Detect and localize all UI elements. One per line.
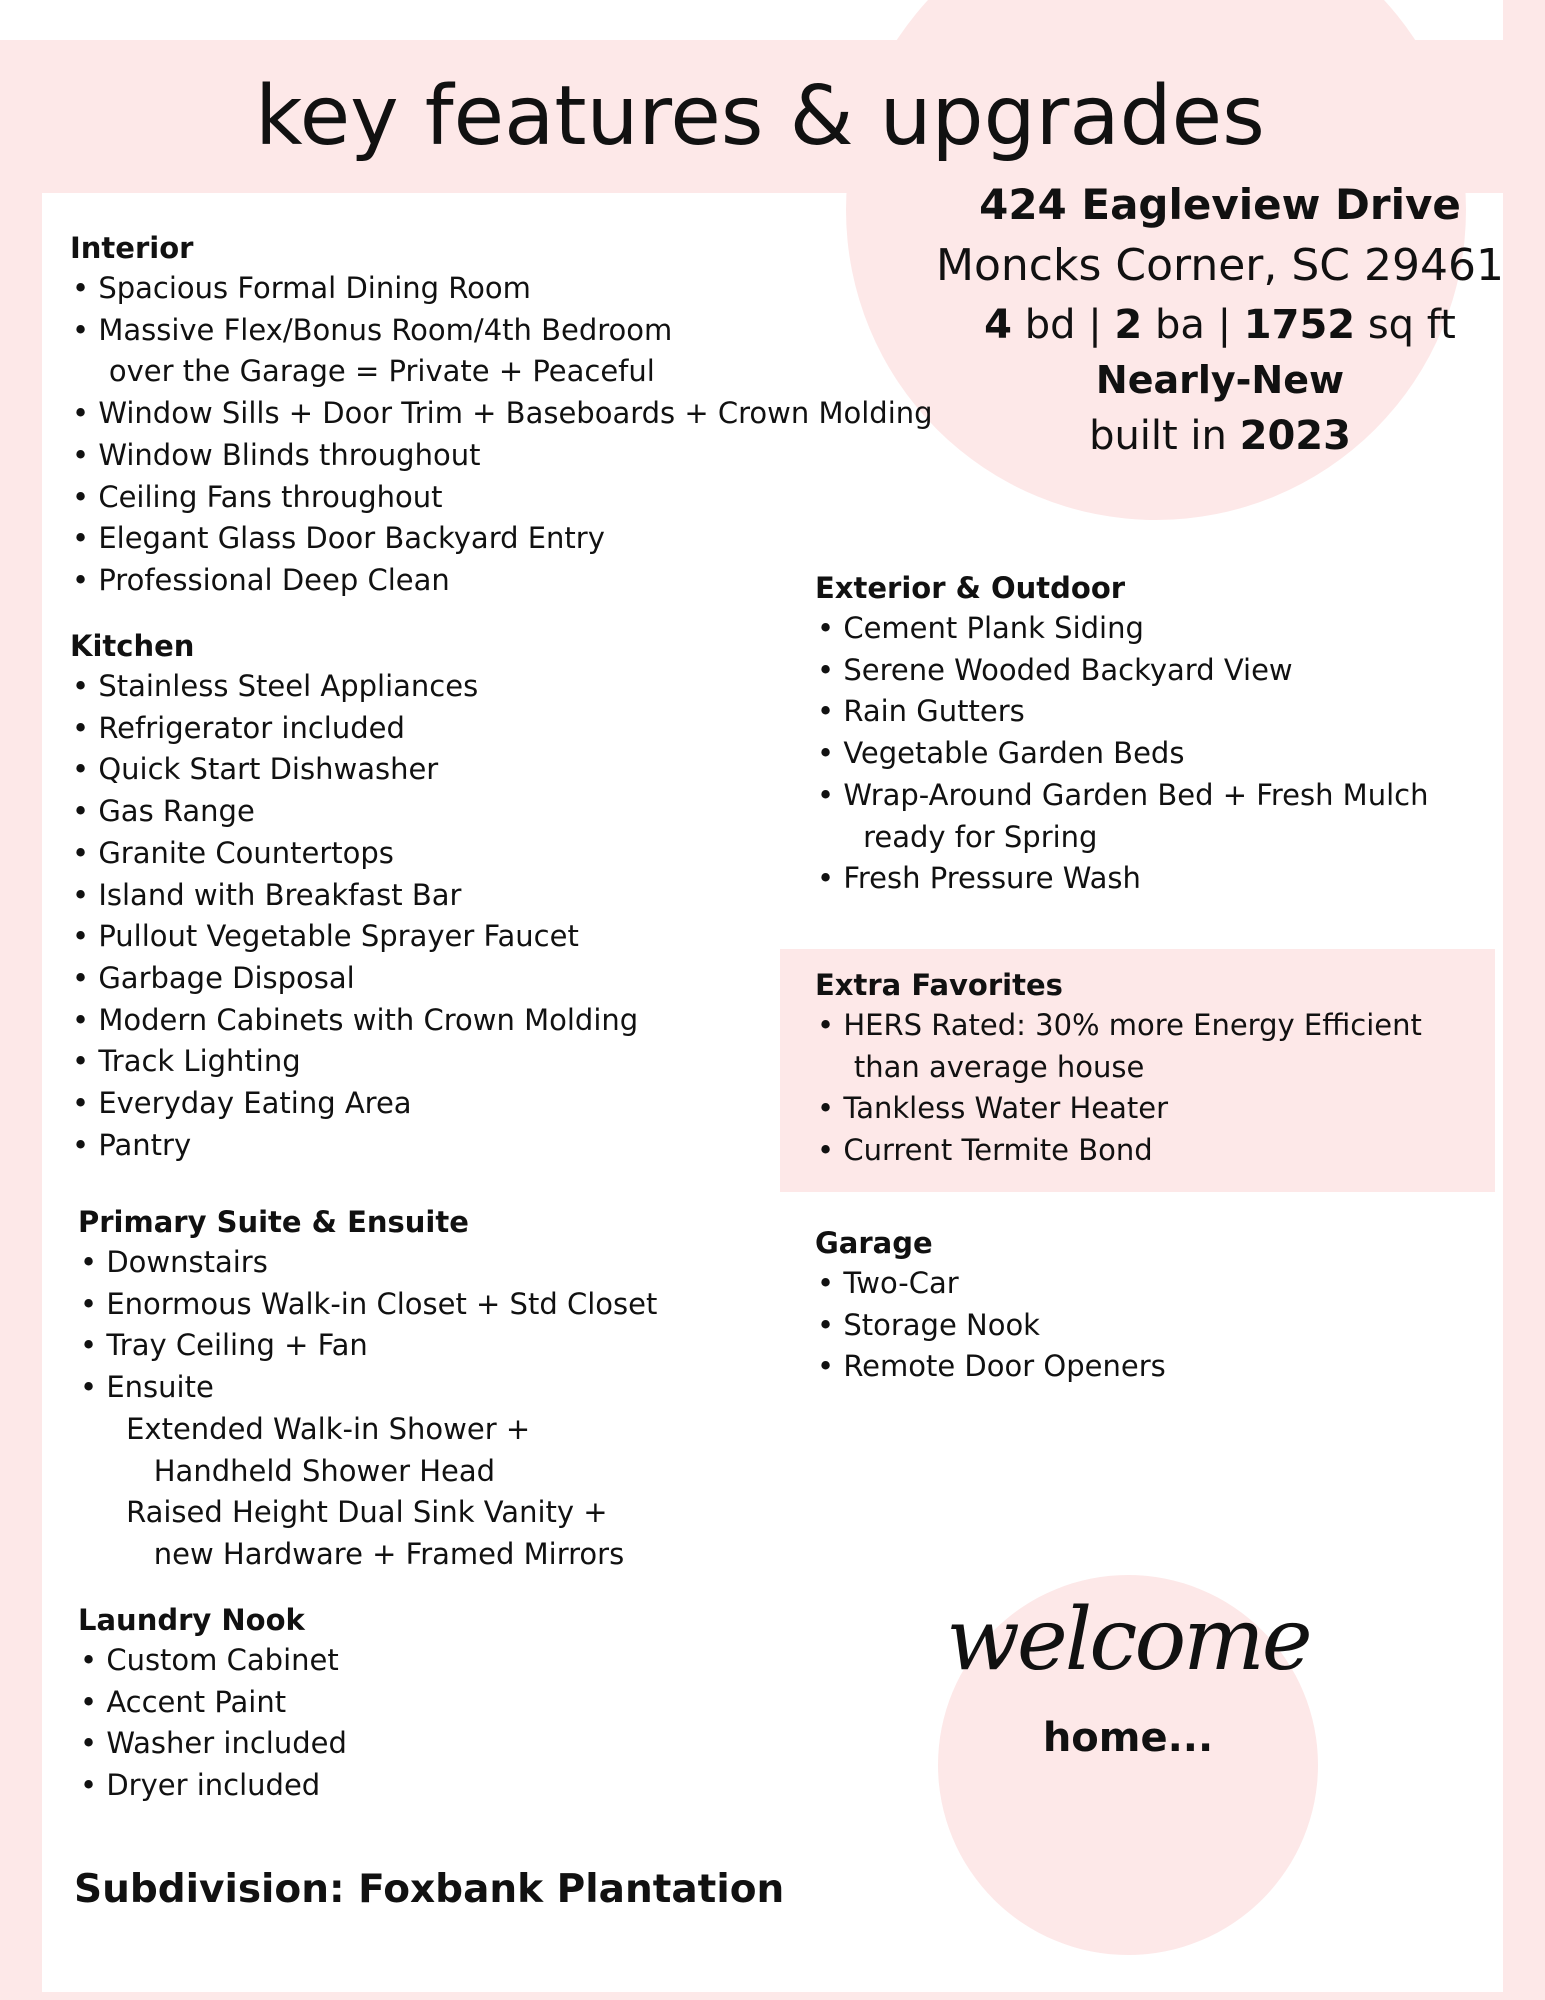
feature-item: • Spacious Formal Dining Room (72, 271, 531, 305)
feature-item: • HERS Rated: 30% more Energy Efficient (817, 1008, 1422, 1042)
section-title: Garage (815, 1226, 933, 1260)
feature-item: Handheld Shower Head (80, 1453, 496, 1488)
feature-item: • Quick Start Dishwasher (72, 752, 439, 787)
feature-item: Raised Height Dual Sink Vanity + (80, 1495, 608, 1530)
bottom-border-band (0, 1992, 1545, 2000)
section-title: Exterior & Outdoor (815, 571, 1126, 605)
feature-item: • Storage Nook (817, 1307, 1040, 1342)
feature-item: • Tankless Water Heater (817, 1091, 1169, 1126)
baths-count: 2 (1114, 302, 1143, 348)
feature-item: • Refrigerator included (72, 710, 405, 745)
feature-item: • Professional Deep Clean (72, 562, 450, 597)
feature-item: Extended Walk-in Shower + (80, 1411, 531, 1446)
feature-item: • Island with Breakfast Bar (72, 877, 462, 912)
page-title: key features & upgrades (255, 69, 1265, 164)
feature-item: • Garbage Disposal (72, 960, 355, 995)
feature-item: • Gas Range (72, 794, 255, 829)
feature-item: • Tray Ceiling + Fan (80, 1328, 368, 1363)
feature-item: new Hardware + Framed Mirrors (80, 1536, 625, 1571)
welcome-home-text: home... (1042, 1715, 1214, 1761)
feature-list (70, 268, 933, 602)
feature-item: • Modern Cabinets with Crown Molding (72, 1002, 639, 1037)
sqft-count: 1752 (1243, 302, 1356, 348)
feature-item: • Window Blinds throughout (72, 437, 481, 472)
feature-item: • Elegant Glass Door Backyard Entry (72, 521, 605, 556)
property-built (900, 413, 1540, 459)
feature-item: • Stainless Steel Appliances (72, 669, 479, 703)
feature-item: • Two-Car (817, 1266, 959, 1300)
section-title: Primary Suite & Ensuite (78, 1205, 469, 1239)
property-address: 424 Eagleview Drive (979, 180, 1461, 229)
feature-item: • Window Sills + Door Trim + Baseboards + Crown Molding (72, 396, 933, 431)
feature-item: • Granite Countertops (72, 835, 394, 870)
feature-item: • Downstairs (80, 1245, 268, 1279)
section-exterior (815, 568, 1428, 900)
section-primary-suite (78, 1202, 657, 1576)
feature-item: • Massive Flex/Bonus Room/4th Bedroom (72, 312, 673, 347)
feature-list (815, 1263, 1166, 1388)
property-stats (900, 302, 1540, 348)
feature-item: • Wrap-Around Garden Bed + Fresh Mulch (817, 777, 1429, 812)
right-border-band (1503, 0, 1545, 2000)
feature-item: • Cement Plank Siding (817, 611, 1144, 645)
baths-unit: ba | (1142, 302, 1244, 348)
feature-list (78, 1242, 657, 1576)
property-status: Nearly-New (1095, 358, 1345, 402)
feature-item: • Vegetable Garden Beds (817, 736, 1185, 771)
section-extra-favorites (815, 965, 1422, 1172)
feature-item: • Ceiling Fans throughout (72, 479, 443, 514)
feature-list (815, 608, 1428, 900)
feature-item: • Dryer included (80, 1768, 321, 1803)
feature-item: • Remote Door Openers (817, 1349, 1166, 1384)
feature-list (78, 1640, 347, 1807)
feature-item: over the Garage = Private + Peaceful (72, 354, 655, 389)
feature-list (815, 1005, 1422, 1172)
section-kitchen (70, 626, 638, 1166)
subdivision-label: Subdivision: Foxbank Plantation (74, 1867, 785, 1912)
feature-item: • Custom Cabinet (80, 1643, 339, 1677)
feature-item: • Pullout Vegetable Sprayer Faucet (72, 919, 579, 954)
feature-item: • Rain Gutters (817, 694, 1025, 729)
sqft-unit: sq ft (1355, 302, 1456, 348)
feature-item: • Fresh Pressure Wash (817, 861, 1141, 896)
feature-item: • Ensuite (80, 1370, 214, 1405)
feature-item: • Accent Paint (80, 1684, 287, 1719)
feature-item: • Track Lighting (72, 1044, 301, 1079)
welcome-script-text: welcome (946, 1590, 1310, 1690)
feature-item: • Washer included (80, 1726, 347, 1761)
left-border-band (0, 40, 42, 2000)
built-year: 2023 (1239, 413, 1351, 459)
feature-item: • Enormous Walk-in Closet + Std Closet (80, 1286, 658, 1321)
section-title: Laundry Nook (78, 1603, 305, 1637)
feature-item: • Everyday Eating Area (72, 1086, 412, 1121)
section-laundry (78, 1600, 347, 1807)
feature-item: • Pantry (72, 1127, 192, 1162)
feature-item: • Current Termite Bond (817, 1133, 1153, 1168)
section-title: Extra Favorites (815, 968, 1063, 1002)
property-city: Moncks Corner, SC 29461 (936, 240, 1504, 291)
section-title: Kitchen (70, 629, 195, 663)
beds-count: 4 (984, 302, 1012, 348)
section-title: Interior (70, 231, 194, 265)
section-interior (70, 228, 933, 602)
feature-item: ready for Spring (817, 819, 1098, 854)
built-label: built in (1089, 413, 1240, 459)
feature-item: • Serene Wooded Backyard View (817, 652, 1293, 687)
feature-list (70, 666, 638, 1166)
section-garage (815, 1223, 1166, 1388)
beds-unit: bd | (1012, 302, 1115, 348)
feature-item: than average house (817, 1049, 1145, 1084)
